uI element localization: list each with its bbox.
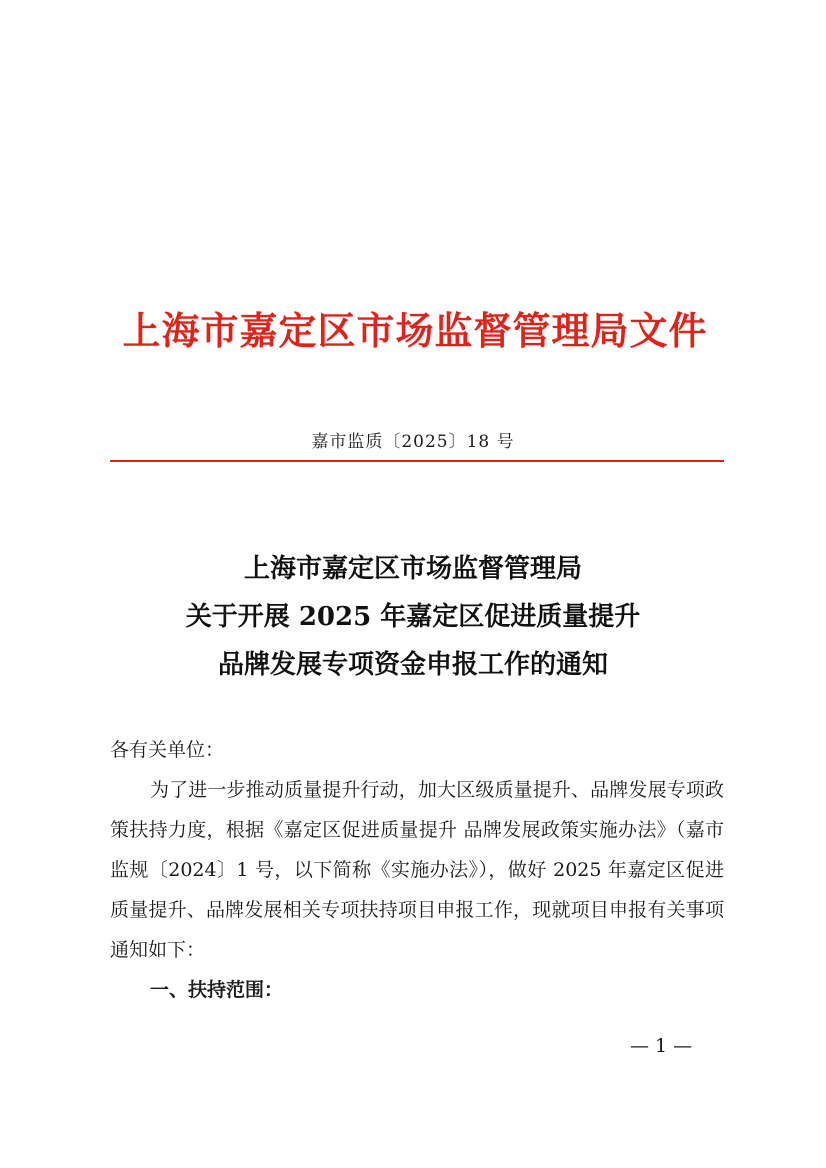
salutation: 各有关单位： <box>110 739 225 761</box>
issuer-heading: 上海市嘉定区市场监督管理局文件 <box>122 308 708 353</box>
red-divider <box>110 460 724 462</box>
document-number: 嘉市监质〔2025〕18 号 <box>311 432 515 452</box>
document-title <box>0 545 826 689</box>
document-body <box>110 730 724 1010</box>
title-line-2: 关于开展 2025 年嘉定区促进质量提升 <box>185 602 641 632</box>
section-heading: 一、扶持范围： <box>150 979 284 1001</box>
body-paragraph: 为了进一步推动质量提升行动，加大区级质量提升、品牌发展专项政策扶持力度，根据《嘉定区促进质量提升 品牌发展政策实施办法》（嘉市监规〔2024〕1 号，以下简称《实施办法》），做好 2025 年嘉定区促进质量提升、品牌发展相关专项扶持项目申报工作，现就项目申报有关事项通知如下： <box>110 779 724 961</box>
page-number: — 1 — <box>630 1035 693 1057</box>
title-line-1: 上海市嘉定区市场监督管理局 <box>243 554 582 584</box>
title-line-3: 品牌发展专项资金申报工作的通知 <box>217 650 608 680</box>
